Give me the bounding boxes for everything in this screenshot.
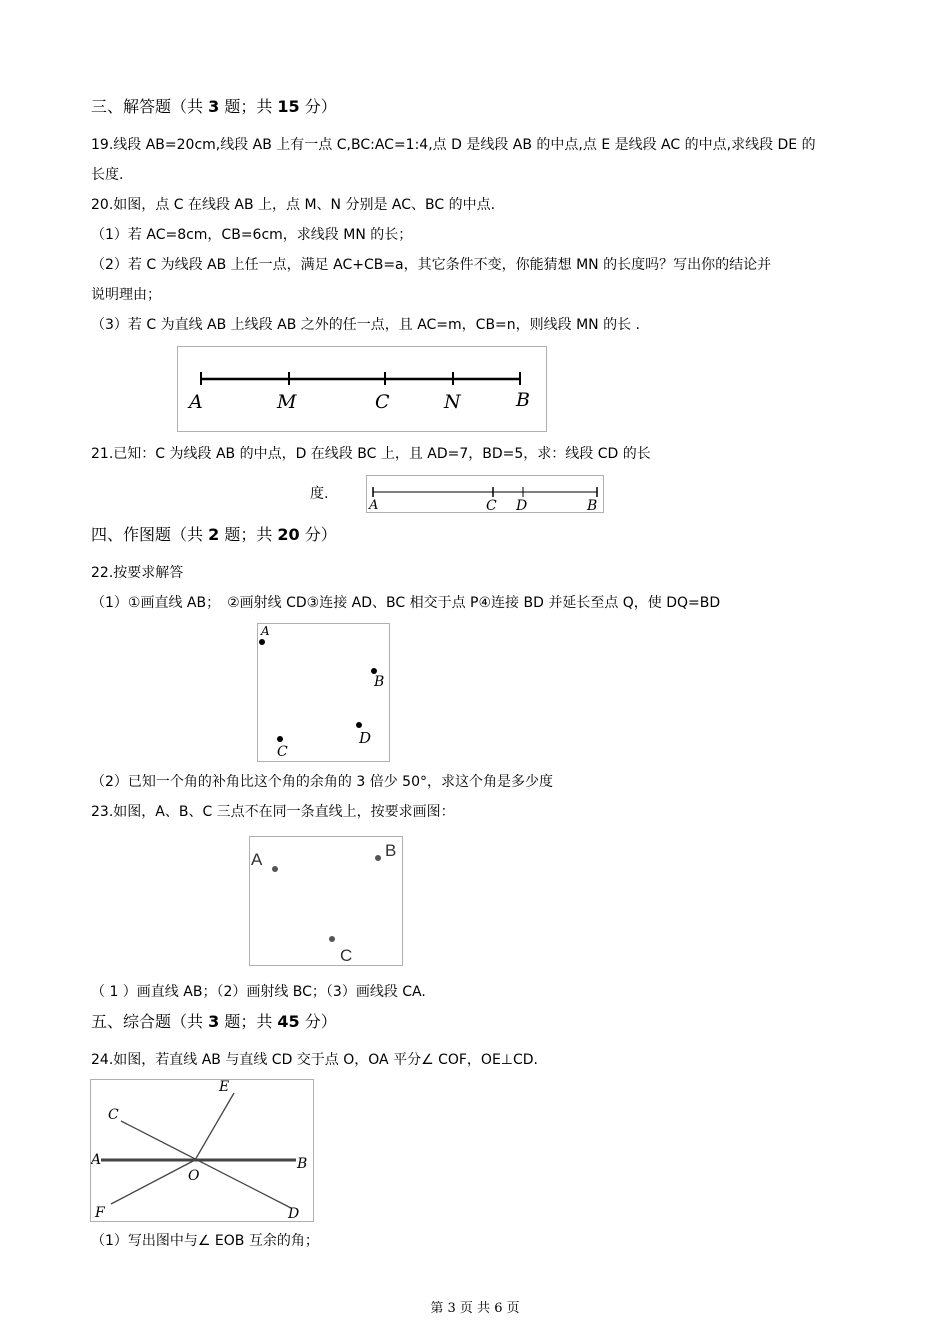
section-score: 20 — [277, 525, 300, 544]
label-b: B — [587, 498, 598, 512]
label-o: O — [188, 1168, 200, 1184]
q20-stem: 20.如图，点 C 在线段 AB 上，点 M、N 分别是 AC、BC 的中点. — [91, 197, 496, 213]
section-prefix: 五、综合题（共 — [91, 1012, 209, 1031]
q23-figure — [249, 836, 403, 966]
label-f: F — [95, 1205, 105, 1221]
section-suffix: 分） — [299, 525, 337, 544]
section-count: 3 — [208, 1012, 220, 1031]
point-c — [329, 936, 335, 942]
label-c: C — [277, 744, 288, 760]
label-d: D — [288, 1206, 300, 1221]
q20-part2b: 说明理由； — [91, 287, 161, 303]
label-a: A — [189, 391, 203, 413]
section-prefix: 三、解答题（共 — [91, 97, 209, 116]
label-a: A — [369, 498, 379, 512]
section-prefix: 四、作图题（共 — [91, 525, 209, 544]
q21-line2: 度. — [310, 486, 329, 502]
label-d: D — [516, 498, 528, 512]
q22-part2: （2）已知一个角的补角比这个角的余角的 3 倍少 50°，求这个角是多少度 — [91, 774, 553, 790]
label-c: C — [340, 946, 353, 965]
point-a — [259, 639, 265, 645]
page-footer: 第 3 页 共 6 页 — [430, 1301, 520, 1316]
q21-figure — [366, 475, 604, 513]
section-header-5 — [91, 1009, 337, 1032]
ray-oe — [195, 1093, 234, 1160]
section-score: 45 — [277, 1012, 300, 1031]
point-b — [375, 855, 381, 861]
label-a: A — [91, 1152, 102, 1168]
ray-of — [111, 1160, 195, 1204]
point-d — [356, 722, 362, 728]
q24-stem: 24.如图，若直线 AB 与直线 CD 交于点 O，OA 平分∠ COF，OE⊥CD. — [91, 1052, 538, 1068]
q22-figure — [257, 623, 390, 762]
section-mid: 题；共 — [219, 1012, 278, 1031]
label-c: C — [486, 498, 497, 512]
q20-part1: （1）若 AC=8cm，CB=6cm，求线段 MN 的长； — [91, 227, 413, 243]
q23-stem: 23.如图，A、B、C 三点不在同一条直线上，按要求画图： — [91, 804, 455, 820]
point-a — [272, 866, 278, 872]
q20-figure — [177, 346, 547, 432]
section-header-3 — [91, 94, 337, 117]
q19-line1: 19.线段 AB=20cm,线段 AB 上有一点 C,BC:AC=1:4,点 D 是线段 AB 的中点,点 E 是线段 AC 的中点,求线段 DE 的 — [91, 137, 816, 153]
q22-stem: 22.按要求解答 — [91, 565, 184, 581]
label-d: D — [359, 729, 372, 747]
line-cd — [121, 1121, 291, 1208]
label-e: E — [219, 1080, 230, 1095]
label-a: A — [261, 624, 270, 638]
section-mid: 题；共 — [219, 97, 278, 116]
q21-line1: 21.已知：C 为线段 AB 的中点，D 在线段 BC 上，且 AD=7，BD=5，求：线段 CD 的长 — [91, 446, 651, 462]
section-count: 3 — [208, 97, 220, 116]
label-m: M — [277, 391, 297, 413]
q20-part2a: （2）若 C 为线段 AB 上任一点，满足 AC+CB=a，其它条件不变，你能猜想 MN 的长度吗？写出你的结论并 — [91, 257, 772, 273]
section-suffix: 分） — [299, 1012, 337, 1031]
label-a: A — [251, 850, 263, 869]
q22-part1: （1）①画直线 AB； ②画射线 CD③连接 AD、BC 相交于点 P④连接 BD 并延长至点 Q，使 DQ=BD — [91, 595, 721, 611]
label-b: B — [374, 674, 385, 690]
label-c: C — [108, 1107, 119, 1123]
label-b: B — [297, 1156, 308, 1172]
q24-part1: （1）写出图中与∠ EOB 互余的角； — [91, 1233, 319, 1249]
section-count: 2 — [208, 525, 220, 544]
section-mid: 题；共 — [219, 525, 278, 544]
section-suffix: 分） — [299, 97, 337, 116]
q19-line2: 长度. — [91, 167, 124, 183]
section-score: 15 — [277, 97, 300, 116]
q23-parts: （ 1 ）画直线 AB；（2）画射线 BC；（3）画线段 CA. — [91, 984, 426, 1000]
point-c — [277, 736, 283, 742]
label-b: B — [516, 389, 530, 411]
q20-part3: （3）若 C 为直线 AB 上线段 AB 之外的任一点，且 AC=m，CB=n，则线段 MN 的长 . — [91, 317, 641, 333]
label-b: B — [385, 841, 397, 860]
label-c: C — [375, 391, 390, 413]
section-header-4 — [91, 522, 337, 545]
label-n: N — [444, 391, 461, 413]
q24-figure — [90, 1079, 314, 1222]
